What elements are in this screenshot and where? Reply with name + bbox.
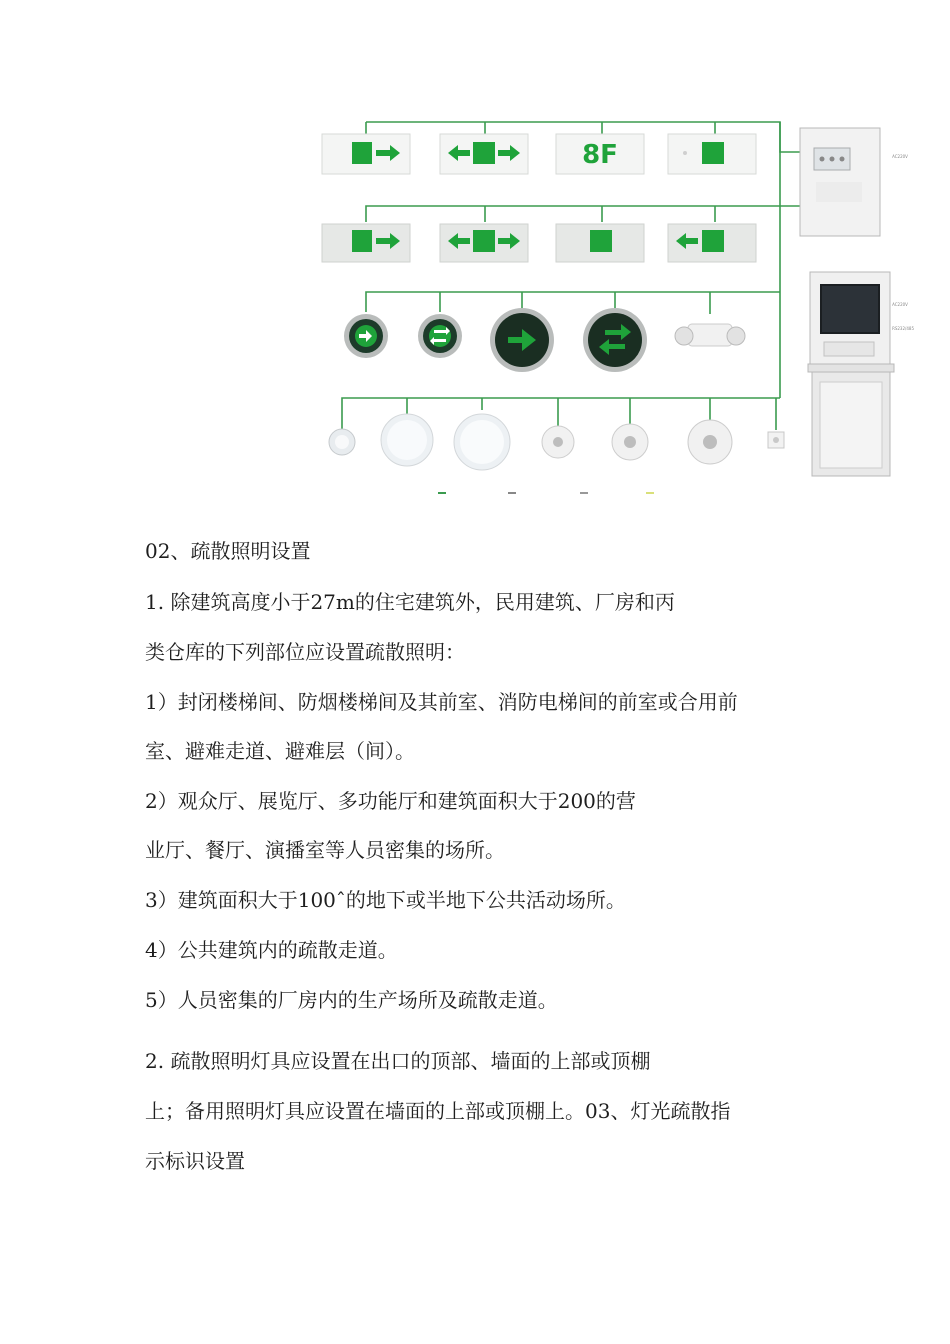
ceiling-lights-row: [329, 414, 784, 470]
paragraph-1-line-2: 类仓库的下列部位应设置疏散照明：: [145, 640, 465, 664]
paragraph-2-line-3: 示标识设置: [145, 1149, 245, 1173]
cable-legend: [438, 492, 654, 494]
list-item-3: 3）建筑面积大于100ˆ的地下或半地下公共活动场所。: [145, 888, 626, 912]
list-item-1-line-1: 1）封闭楼梯间、防烟楼梯间及其前室、消防电梯间的前室或合用前: [145, 690, 738, 714]
exit-sign-plain: [668, 134, 756, 174]
panel-light-round: [381, 414, 433, 466]
downlight-small: [329, 429, 355, 455]
emergency-lighting-diagram: [300, 112, 920, 522]
monitoring-cabinet: [808, 272, 920, 476]
round-sign-double-arrow-large: [583, 308, 647, 372]
distribution-box: [800, 128, 908, 236]
floor-label: 8F: [582, 140, 618, 170]
panel-label-2: AC220V: [892, 302, 908, 307]
list-item-4: 4）公共建筑内的疏散走道。: [145, 938, 398, 962]
floor-direction-lights: [344, 308, 745, 372]
section-heading-02: 02、疏散照明设置: [145, 539, 311, 563]
exit-sign-left-arrow-metal: [668, 224, 756, 262]
paragraph-2-line-2: 上；备用照明灯具应设置在墙面的上部或顶棚上。03、灯光疏散指: [145, 1099, 731, 1123]
exit-sign-plain-metal: [556, 224, 644, 262]
exit-sign-double-arrow: [440, 134, 528, 174]
recessed-light-3: [688, 420, 732, 464]
recessed-light-1: [542, 426, 574, 458]
list-item-5: 5）人员密集的厂房内的生产场所及疏散走道。: [145, 988, 558, 1012]
panel-label-1: AC220V: [892, 154, 908, 159]
list-item-1-line-2: 室、避难走道、避难层（间）。: [145, 739, 415, 763]
recessed-light-2: [612, 424, 648, 460]
list-item-2-line-1: 2）观众厅、展览厅、多功能厅和建筑面积大于200的营: [145, 789, 636, 813]
exit-sign-right-arrow: [322, 134, 410, 174]
floor-sign-8f: [556, 134, 644, 174]
exit-sign-right-arrow-metal: [322, 224, 410, 262]
exit-sign-row-2: [322, 224, 756, 262]
panel-light-round-large: [454, 414, 510, 470]
paragraph-2-line-1: 2. 疏散照明灯具应设置在出口的顶部、墙面的上部或顶棚: [145, 1049, 651, 1073]
rs-label: RS232/485: [892, 326, 914, 331]
round-sign-arrow-small: [344, 314, 388, 358]
wall-switch: [768, 432, 784, 448]
exit-sign-row-1: [322, 134, 756, 174]
paragraph-1-line-1: 1. 除建筑高度小于27m的住宅建筑外，民用建筑、厂房和丙: [145, 590, 675, 614]
twin-spot-emergency-light: [675, 324, 745, 346]
list-item-2-line-2: 业厅、餐厅、演播室等人员密集的场所。: [145, 838, 505, 862]
exit-sign-double-arrow-metal: [440, 224, 528, 262]
round-sign-arrow-large: [490, 308, 554, 372]
round-sign-double-arrow-small: [418, 314, 462, 358]
